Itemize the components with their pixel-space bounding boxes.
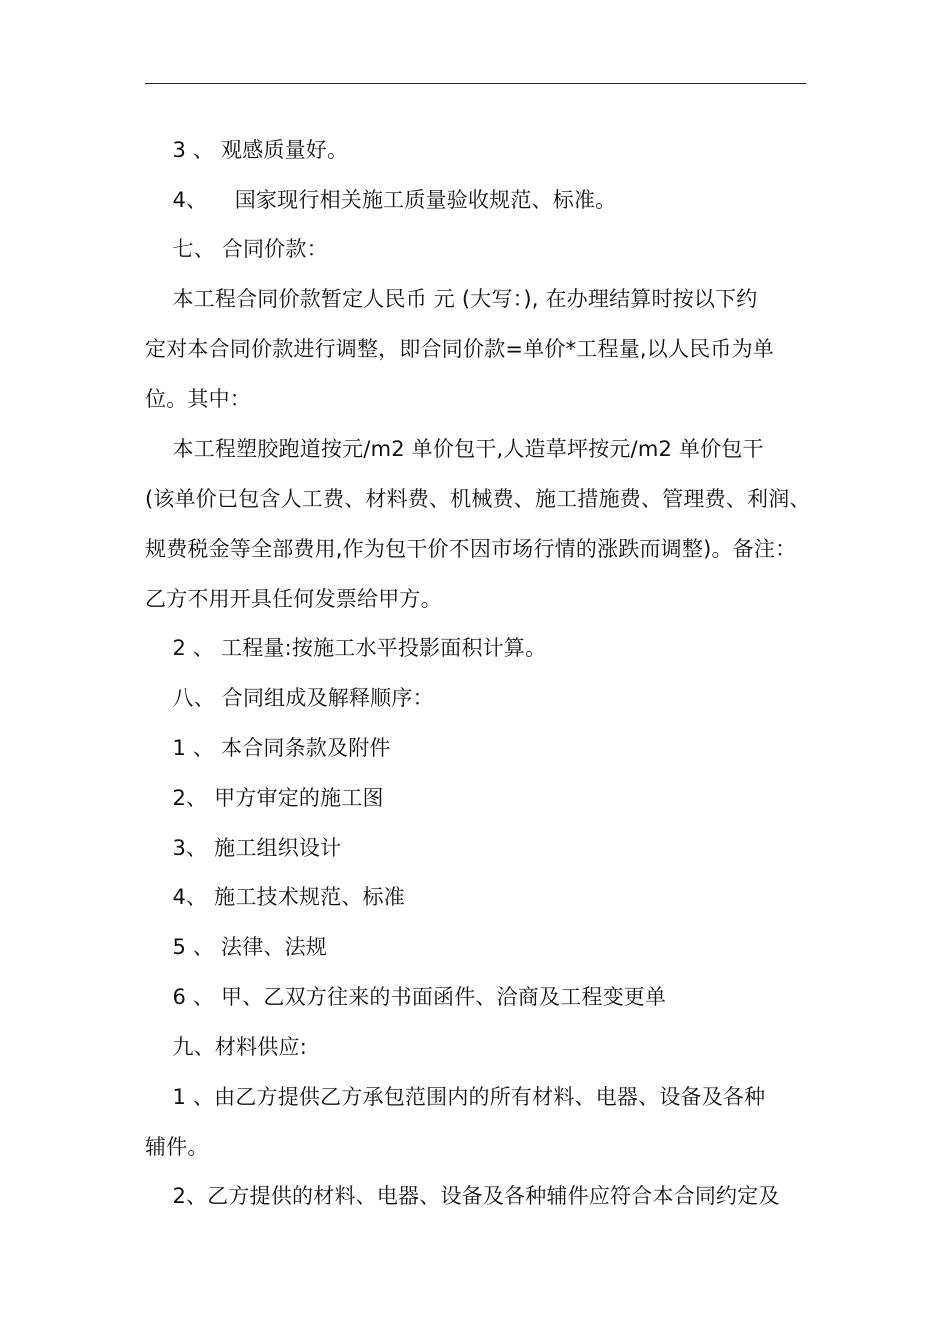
paragraph-line: 规费税金等全部费用,作为包干价不因市场行情的涨跌而调整)。备注： bbox=[145, 537, 797, 561]
section-7-heading: 七、 合同价款： bbox=[145, 237, 328, 261]
list-item: 6 、 甲、乙双方往来的书面函件、洽商及工程变更单 bbox=[145, 985, 667, 1009]
section-8-heading: 八、 合同组成及解释顺序： bbox=[145, 686, 434, 710]
list-item: 3、 施工组织设计 bbox=[145, 836, 342, 860]
list-item: 1 、 本合同条款及附件 bbox=[145, 736, 391, 760]
header-rule bbox=[145, 83, 806, 84]
item-4-standards: 4、 国家现行相关施工质量验收规范、标准。 bbox=[145, 188, 617, 212]
paragraph-line: 本工程塑胶跑道按元/m2 单价包干,人造草坪按元/m2 单价包干 bbox=[145, 437, 764, 461]
paragraph-line: 本工程合同价款暂定人民币 元 (大写：), 在办理结算时按以下约 bbox=[145, 287, 758, 311]
paragraph-line: 1 、由乙方提供乙方承包范围内的所有材料、电器、设备及各种 bbox=[145, 1085, 766, 1109]
item-3-quality: 3 、 观感质量好。 bbox=[145, 138, 349, 162]
paragraph-line: 辅件。 bbox=[145, 1135, 209, 1159]
paragraph-line: (该单价已包含人工费、材料费、机械费、施工措施费、管理费、利润、 bbox=[145, 487, 811, 511]
section-9-heading: 九、材料供应: bbox=[145, 1035, 307, 1059]
item-2-quantity: 2 、 工程量:按施工水平投影面积计算。 bbox=[145, 636, 547, 660]
list-item: 5 、 法律、法规 bbox=[145, 935, 328, 959]
paragraph-line: 2、乙方提供的材料、电器、设备及各种辅件应符合本合同约定及 bbox=[145, 1184, 780, 1208]
paragraph-line: 定对本合同价款进行调整，即合同价款=单价*工程量,以人民币为单 bbox=[145, 337, 774, 361]
list-item: 4、 施工技术规范、标准 bbox=[145, 885, 405, 909]
paragraph-line: 位。其中： bbox=[145, 387, 251, 411]
list-item: 2、 甲方审定的施工图 bbox=[145, 786, 384, 810]
paragraph-line: 乙方不用开具任何发票给甲方。 bbox=[145, 587, 442, 611]
